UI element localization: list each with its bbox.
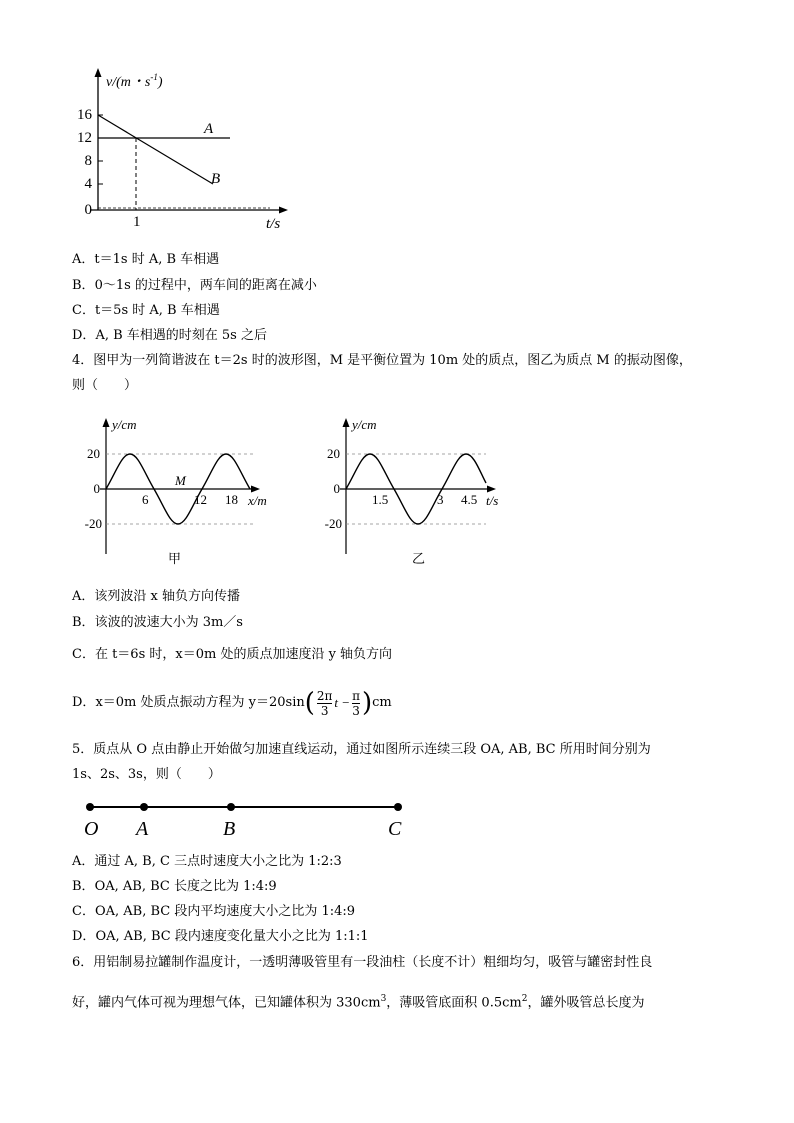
label-b: B [211, 171, 221, 187]
q5-option-a: A．通过 A, B, C 三点时速度大小之比为 1:2:3 [72, 854, 342, 869]
q5-stem-line1: 5．质点从 O 点由静止开始做匀加速直线运动，通过如图所示连续三段 OA, AB, BC 所用时间分别为 [72, 742, 651, 757]
caption-yi: 乙 [412, 552, 426, 567]
svg-text:4.5: 4.5 [461, 492, 478, 507]
y-tick-8: 8 [84, 153, 92, 169]
point-c [394, 803, 402, 811]
svg-text:1.5: 1.5 [372, 492, 389, 507]
svg-text:C: C [388, 818, 402, 840]
svg-text:-20: -20 [84, 516, 102, 531]
q6-line2: 好，罐内气体可视为理想气体，已知罐体积为 $330cm^3$，薄吸管底面积 $0.5cm^2$，罐外吸管总长度为 [72, 994, 645, 1011]
q5-option-c: C．OA, AB, BC 段内平均速度大小之比为 1:4:9 [72, 904, 356, 919]
q4-option-a: A．该列波沿 x 轴负方向传播 [72, 589, 240, 604]
svg-text:12: 12 [194, 492, 207, 507]
q3-option-c: C．t＝5s 时 A, B 车相遇 [72, 303, 220, 318]
svg-text:20: 20 [87, 446, 100, 461]
svg-text:y/cm: y/cm [352, 417, 377, 432]
svg-text:t/s: t/s [486, 493, 499, 508]
svg-text:0: 0 [93, 481, 100, 496]
point-m-label: M [175, 473, 186, 488]
vt-y-label: v/(m・$s^{-1}$) [106, 72, 163, 90]
q6-line1: 6．用铝制易拉罐制作温度计，一透明薄吸管里有一段油柱（长度不计）粗细均匀，吸管与罐密封性良 [72, 955, 653, 970]
q3-option-a: A．t＝1s 时 A, B 车相遇 [72, 252, 220, 267]
q4-stem-line1: 4．图甲为一列简谐波在 t＝2s 时的波形图，M 是平衡位置为 10m 处的质点，图乙为质点 M 的振动图像， [72, 353, 692, 368]
point-a [140, 803, 148, 811]
svg-text:B: B [223, 818, 236, 840]
y-tick-16: 16 [77, 107, 92, 123]
q3-option-d: D．A, B 车相遇的时刻在 5s 之后 [72, 328, 267, 343]
point-b [227, 803, 235, 811]
line-b [98, 115, 213, 184]
vibration-graph-yi [322, 412, 522, 572]
svg-text:A: A [136, 818, 149, 840]
svg-text:0: 0 [333, 481, 340, 496]
q5-stem-line2: 1s、2s、3s，则（ ） [72, 767, 221, 782]
q5-option-d: D．OA, AB, BC 段内速度变化量大小之比为 1:1:1 [72, 929, 369, 944]
svg-text:20: 20 [327, 446, 340, 461]
q4-option-d: D． x＝0m 处质点振动方程为 y＝20sin ( 2π 3 t − $\frac{\pi}{3}$ ) cm [72, 688, 392, 718]
y-tick-12: 12 [77, 130, 92, 146]
svg-text:18: 18 [225, 492, 238, 507]
point-o [86, 803, 94, 811]
q3-option-b: B．0～1s 的过程中，两车间的距离在减小 [72, 278, 317, 293]
x-tick-1: 1 [133, 214, 141, 230]
vt-x-arrow [279, 207, 288, 214]
svg-text:y/cm: y/cm [112, 417, 137, 432]
q4-stem-line2: 则（ ） [72, 378, 138, 393]
vt-x-label: t/s [266, 216, 281, 232]
svg-text:3: 3 [437, 492, 444, 507]
y-tick-0: 0 [84, 202, 92, 218]
vt-graph [70, 62, 300, 232]
q4-option-b: B．该波的波速大小为 3m／s [72, 615, 243, 630]
caption-jia: 甲 [168, 552, 182, 567]
y-tick-4: 4 [84, 176, 92, 192]
svg-text:-20: -20 [324, 516, 342, 531]
svg-text:x/m: x/m [248, 493, 267, 508]
wave-graph-jia [82, 412, 282, 572]
svg-text:O: O [84, 818, 99, 840]
q5-option-b: B．OA, AB, BC 长度之比为 1:4:9 [72, 879, 277, 894]
label-a: A [204, 121, 214, 137]
vt-y-arrow [95, 68, 102, 77]
q4-option-c: C．在 t＝6s 时，x＝0m 处的质点加速度沿 y 轴负方向 [72, 647, 393, 662]
svg-text:6: 6 [142, 492, 149, 507]
oabc-line-figure [78, 795, 418, 841]
